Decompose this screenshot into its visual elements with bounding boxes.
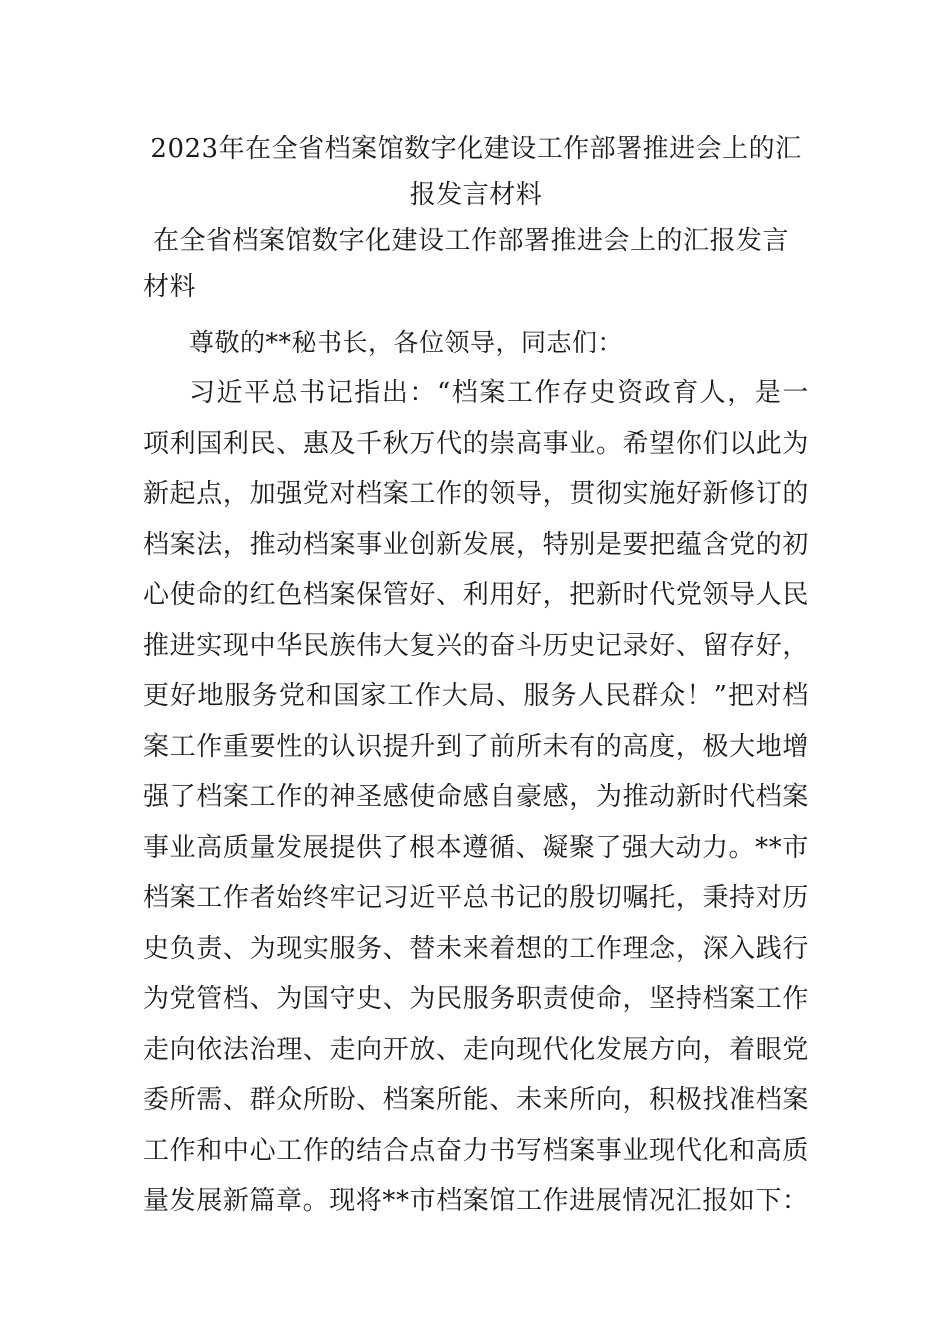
body-paragraph: 习近平总书记指出：“档案工作存史资政育人，是一项利国利民、惠及千秋万代的崇高事业。希望你们以此为新起点，加强党对档案工作的领导，贯彻实施好新修订的档案法，推动档案事业创新发展，特别是要把蕴含党的初心使命的红色档案保管好、利用好，把新时代党领导人民推进实现中华民族伟大复兴的奋斗历史记录好、留存好，更好地服务党和国家工作大局、服务人民群众！”把对档案工作重要性的认识提升到了前所未有的高度，极大地增强了档案工作的神圣感使命感自豪感，为推动新时代档案事业高质量发展提供了根本遵循、凝聚了强大动力。**市档案工作者始终牢记习近平总书记的殷切嘱托，秉持对历史负责、为现实服务、替未来着想的工作理念，深入践行为党管档、为国守史、为民服务职责使命，坚持档案工作走向依法治理、走向开放、走向现代化发展方向，着眼党委所需、群众所盼、档案所能、未来所向，积极找准档案工作和中心工作的结合点奋力书写档案事业现代化和高质量发展新篇章。现将**市档案馆工作进展情况汇报如下： (143, 378, 809, 1216)
document-subtitle: 在全省档案馆数字化建设工作部署推进会上的汇报发言材料 (143, 226, 790, 302)
document-content (143, 126, 809, 1227)
document-title: 2023年在全省档案馆数字化建设工作部署推进会上的汇报发言材料 (150, 134, 802, 210)
greeting-line: 尊敬的**秘书长，各位领导，同志们： (189, 328, 624, 357)
